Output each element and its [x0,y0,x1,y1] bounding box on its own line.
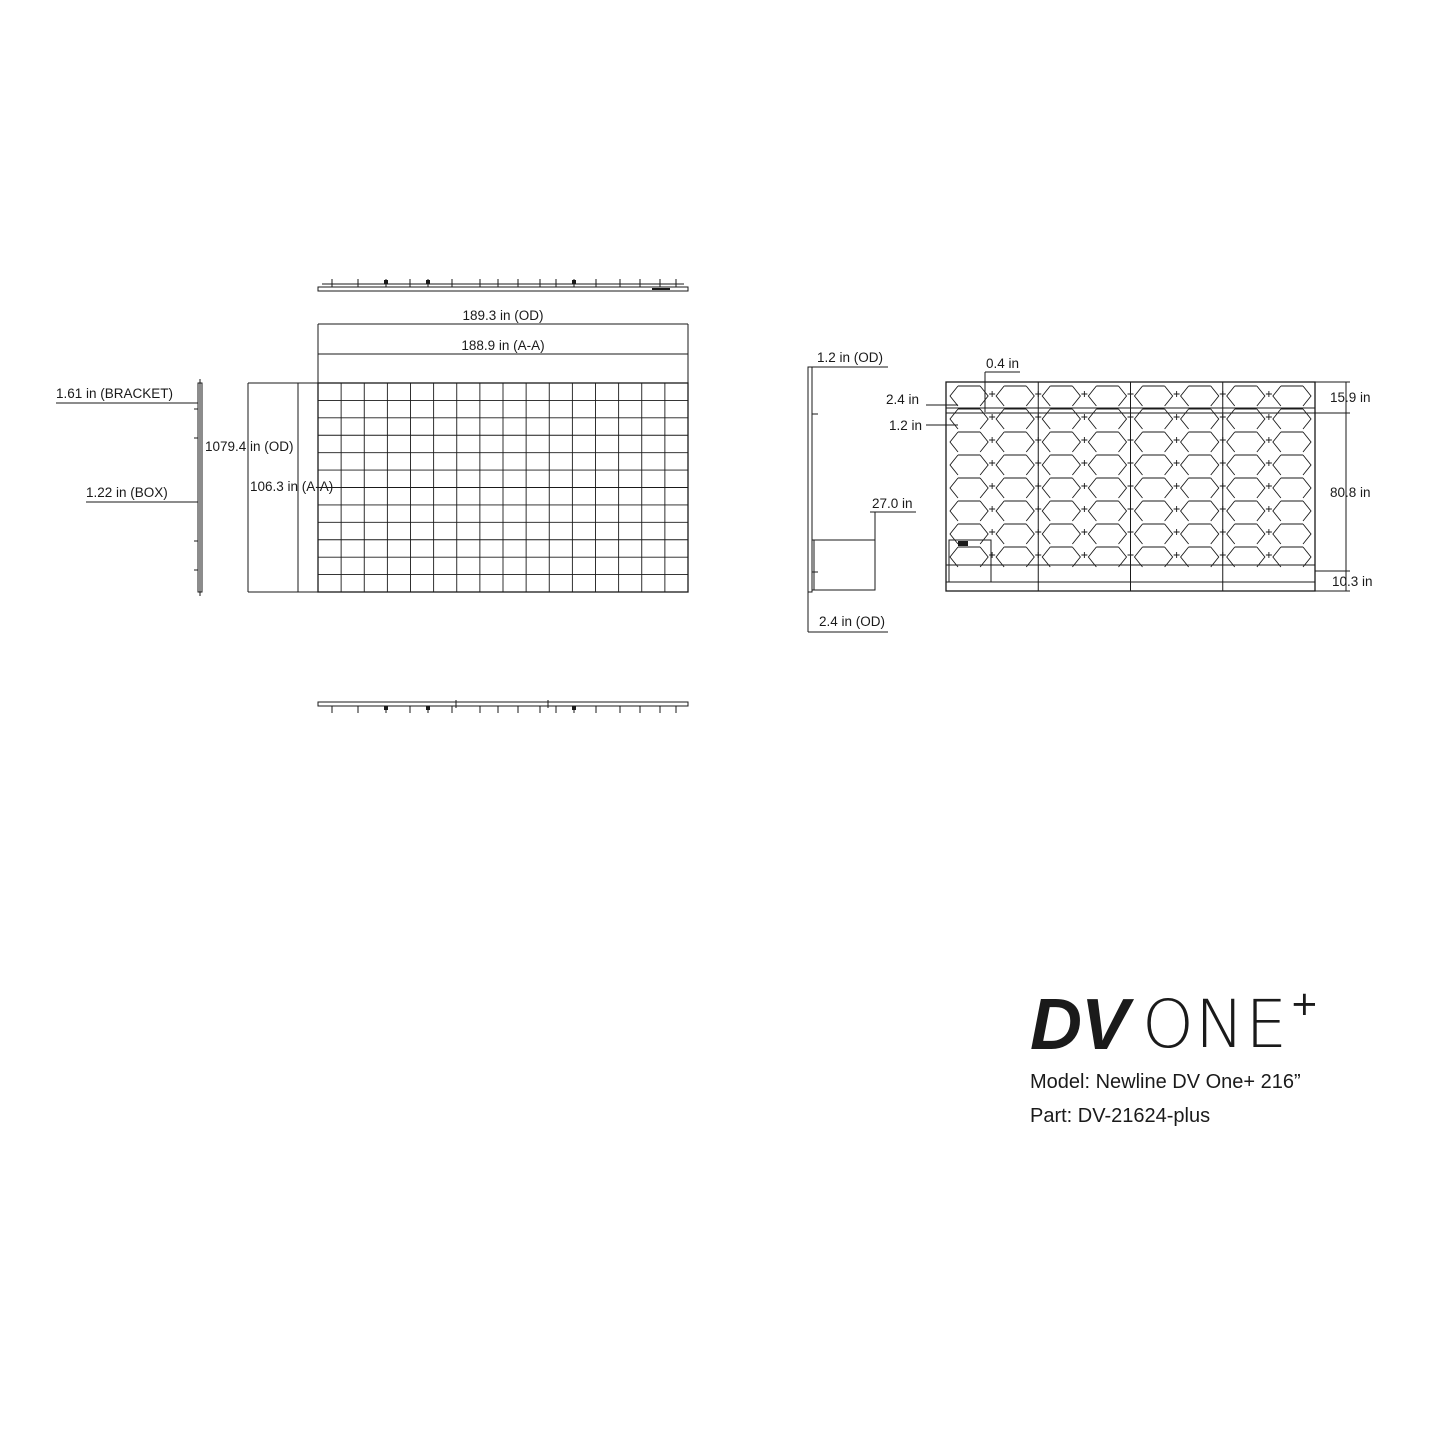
rear-frame-zigzag [996,501,1034,521]
rear-cross-marker [1266,391,1272,397]
rear-cross-marker [1266,529,1272,535]
rear-frame-zigzag [950,501,988,521]
part-label: Part: DV-21624-plus [1030,1105,1211,1127]
rear-cross-marker [989,552,995,558]
rear-frame-zigzag [1181,478,1219,498]
logo-one-text: ONE [1142,986,1289,1063]
dv-one-plus-logo [1030,985,1319,1065]
rear-frame-zigzag [950,455,988,475]
rear-cross-marker [989,483,995,489]
rear-cross-marker [1174,414,1180,420]
rear-cross-marker [1220,391,1226,397]
rear-frame-zigzag [1227,432,1265,452]
rear-cross-marker [1220,483,1226,489]
dim-aa-height: 106.3 in (A-A) [250,479,334,494]
rear-cross-marker [1081,506,1087,512]
rear-cross-marker [1035,506,1041,512]
rear-frame-zigzag [996,524,1034,544]
rear-frame-zigzag [1273,547,1311,567]
rear-frame-zigzag [1135,501,1173,521]
rear-frame-zigzag [1273,386,1311,406]
rear-frame-zigzag [1042,409,1080,429]
dim-bracket-depth: 1.61 in (BRACKET) [56,386,174,401]
logo-plus-text: + [1290,984,1319,1024]
rear-cross-marker [1266,437,1272,443]
rear-frame-zigzag [996,409,1034,429]
rear-cross-marker [1266,414,1272,420]
rear-frame-zigzag [1042,455,1080,475]
dim-rear-mid-section: 80.8 in [1330,485,1371,500]
bottom-view [318,700,688,713]
rear-cross-marker [989,460,995,466]
rear-cross-marker [1174,506,1180,512]
rear-cross-marker [1220,506,1226,512]
rear-frame-zigzag [950,386,988,406]
rear-frame-zigzag [1273,432,1311,452]
rear-frame-zigzag [1227,547,1265,567]
front-view [205,308,688,592]
rear-frame-zigzag [1042,386,1080,406]
dim-rear-bottom-section: 10.3 in [1332,574,1373,589]
dim-rear-rail: 1.2 in [889,418,923,433]
rear-frame-zigzag [1088,524,1126,544]
dim-rear-top-offset: 2.4 in [886,392,920,407]
rear-frame-zigzag [1181,501,1219,521]
left-side-view [56,379,202,596]
rear-frame-zigzag [1088,501,1126,521]
rear-frame-zigzag [1227,455,1265,475]
brand-block [1030,985,1319,1133]
rear-cross-marker [1266,460,1272,466]
rear-frame-zigzag [996,432,1034,452]
dim-box-depth: 1.22 in (BOX) [86,485,168,500]
rear-frame-zigzag [1181,386,1219,406]
rear-cross-marker [1081,391,1087,397]
rear-frame-zigzag [1273,524,1311,544]
rear-frame-zigzag [1042,478,1080,498]
rear-frame-zigzag [1042,432,1080,452]
rear-cross-marker [1035,414,1041,420]
rear-frame-zigzag [1088,455,1126,475]
dim-rear-top-section: 15.9 in [1330,390,1371,405]
rear-frame-zigzag [1088,409,1126,429]
rear-cross-marker [1035,529,1041,535]
logo-dv-text: DV [1030,985,1129,1065]
bracket-block [426,280,430,284]
rear-cross-marker [1128,437,1134,443]
rear-frame-zigzag [1042,524,1080,544]
rear-cross-marker [1266,483,1272,489]
rear-cross-marker [1035,483,1041,489]
rear-cross-marker [1174,529,1180,535]
rear-cross-marker [989,506,995,512]
rear-cross-marker [1081,552,1087,558]
product-info [1030,1065,1319,1133]
rear-frame-zigzag [1227,409,1265,429]
rear-frame-zigzag [1181,547,1219,567]
rear-view [886,356,1373,591]
rear-cross-marker [1220,529,1226,535]
rear-cross-marker [1035,391,1041,397]
rear-frame-zigzag [1273,478,1311,498]
rear-cross-marker [1081,460,1087,466]
rear-cross-marker [1174,437,1180,443]
rear-frame-zigzag [1227,501,1265,521]
rear-cross-marker [1081,437,1087,443]
rear-frame-zigzag [950,432,988,452]
rear-frame-zigzag [1227,478,1265,498]
rear-cross-marker [1266,552,1272,558]
rear-cross-marker [1266,506,1272,512]
rear-frame-zigzag [950,478,988,498]
rear-frame-zigzag [1135,455,1173,475]
rear-cross-marker [1220,437,1226,443]
rear-frame-zigzag [1227,386,1265,406]
rear-frame-zigzag [1227,524,1265,544]
rear-cross-marker [1128,552,1134,558]
rear-frame-zigzag [996,547,1034,567]
rear-frame-zigzag [1135,478,1173,498]
rear-cross-marker [1220,414,1226,420]
rear-cross-marker [1174,391,1180,397]
rear-cross-marker [989,391,995,397]
dim-side-bottom-depth: 2.4 in (OD) [819,614,886,629]
dim-side-top-depth: 1.2 in (OD) [817,350,884,365]
rear-frame-zigzag [1135,547,1173,567]
rear-frame-zigzag [1088,478,1126,498]
rear-cross-marker [989,414,995,420]
rear-cross-marker [1035,552,1041,558]
dim-side-box-height: 27.0 in [872,496,913,511]
rear-cross-marker [1128,391,1134,397]
rear-frame-zigzag [996,455,1034,475]
dim-od-width: 189.3 in (OD) [462,308,544,323]
rear-frame-zigzag [950,524,988,544]
rear-cross-marker [989,437,995,443]
rear-frame-zigzag [996,386,1034,406]
rear-cross-marker [989,529,995,535]
rear-cross-marker [1081,529,1087,535]
rear-frame-zigzag [1181,432,1219,452]
rear-frame-zigzag [1181,409,1219,429]
rear-cross-marker [1035,460,1041,466]
rear-frame-zigzag [1042,547,1080,567]
rear-frame-zigzag [1273,455,1311,475]
rear-cross-marker [1128,506,1134,512]
rear-cross-marker [1220,552,1226,558]
bracket-bar [652,288,670,290]
rear-frame-zigzag [1088,386,1126,406]
bracket-block [384,706,388,710]
rear-cross-marker [1081,414,1087,420]
rear-cross-marker [1220,460,1226,466]
rear-frame-zigzag [1273,501,1311,521]
rear-frame-zigzag [1088,547,1126,567]
rear-frame-zigzag [1181,455,1219,475]
rear-frame-zigzag [1135,524,1173,544]
dim-aa-width: 188.9 in (A-A) [461,338,545,353]
dim-od-height: 1079.4 in (OD) [205,439,294,454]
bracket-block [426,706,430,710]
rear-frame-zigzag [1088,432,1126,452]
rear-cross-marker [1128,483,1134,489]
rear-cross-marker [1128,414,1134,420]
rear-frame-zigzag [1181,524,1219,544]
rear-cross-marker [1174,552,1180,558]
rear-frame-zigzag [1135,409,1173,429]
rear-frame-zigzag [1135,386,1173,406]
rear-frame-zigzag [950,409,988,429]
bracket-block [384,280,388,284]
rear-cross-marker [1035,437,1041,443]
rear-frame-zigzag [950,547,988,567]
rear-cross-marker [1174,483,1180,489]
bracket-block [572,706,576,710]
top-view [318,279,688,291]
rear-frame-zigzag [1135,432,1173,452]
rear-frame-zigzag [1273,409,1311,429]
rear-cross-marker [1128,460,1134,466]
rear-cross-marker [1174,460,1180,466]
dim-rear-gap: 0.4 in [986,356,1020,371]
bottom-view-brackets [332,706,676,713]
rear-frame-zigzag [1042,501,1080,521]
model-label: Model: Newline DV One+ 216” [1030,1071,1301,1093]
led-module-grid [318,383,688,592]
rear-cross-marker [1128,529,1134,535]
bracket-block [572,280,576,284]
rear-cross-marker [1081,483,1087,489]
rear-frame-zigzag [996,478,1034,498]
